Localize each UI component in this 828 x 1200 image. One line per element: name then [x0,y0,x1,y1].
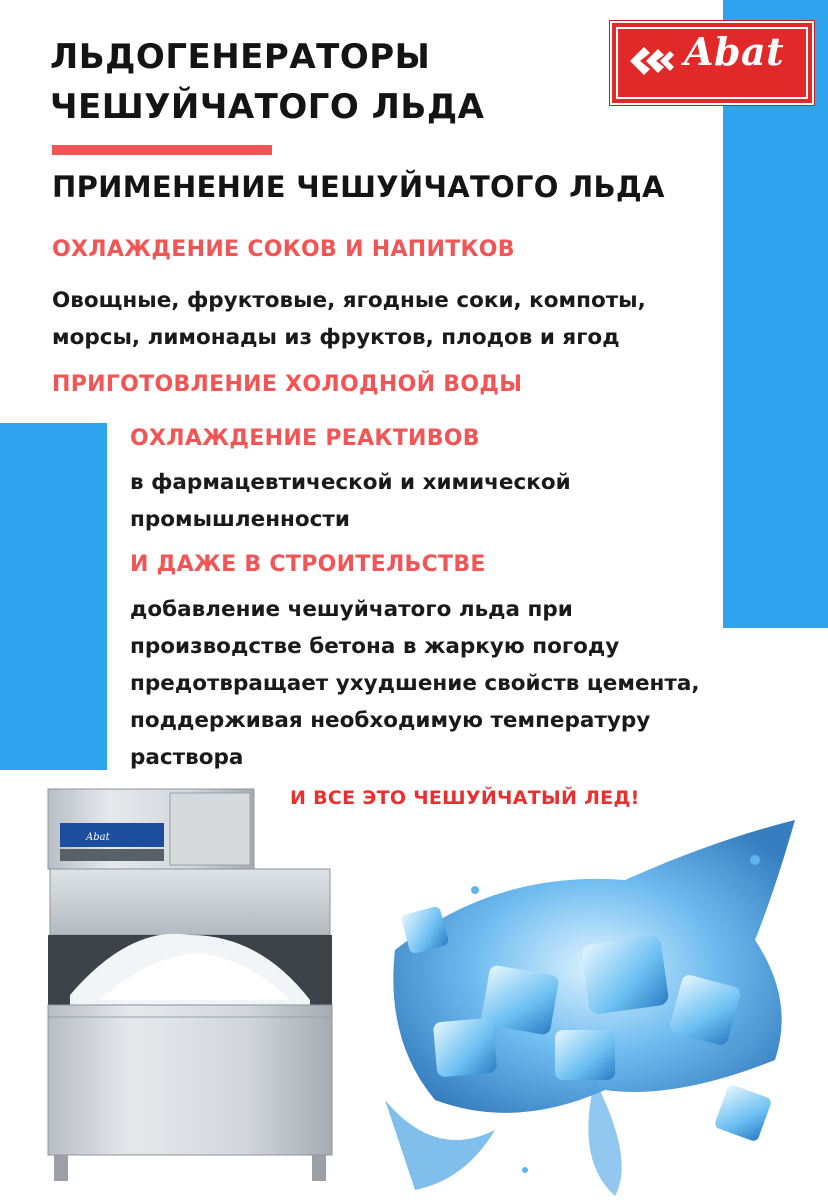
text-reagents [130,464,571,538]
heading-reagents: ОХЛАЖДЕНИЕ РЕАКТИВОВ [130,426,480,451]
logo-swirl-icon [624,39,680,83]
heading-construction: И ДАЖЕ В СТРОИТЕЛЬСТВЕ [130,552,486,577]
ice-maker-machine-image [40,785,340,1185]
text-construction [130,591,700,776]
text-line: производстве бетона в жаркую погоду [130,634,620,659]
text-line: добавление чешуйчатого льда при [130,597,573,622]
text-line: предотвращает ухудшение свойств цемента, [130,671,700,696]
heading-cold-water: ПРИГОТОВЛЕНИЕ ХОЛОДНОЙ ВОДЫ [52,372,523,397]
section-subtitle: ПРИМЕНЕНИЕ ЧЕШУЙЧАТОГО ЛЬДА [52,170,665,204]
text-juices [52,282,646,356]
ice-water-splash-image [375,800,815,1200]
abat-logo [609,20,815,106]
text-line: раствора [130,745,244,770]
text-line: морсы, лимонады из фруктов, плодов и ягод [52,325,620,350]
logo-text: Abat [684,29,785,74]
title-line-2: ЧЕШУЙЧАТОГО ЛЬДА [50,87,485,127]
closing-slogan: И ВСЕ ЭТО ЧЕШУЙЧАТЫЙ ЛЕД! [290,787,640,809]
text-line: поддерживая необходимую температуру [130,708,651,733]
text-line: промышленности [130,507,350,532]
page-title [50,32,610,132]
heading-juices: ОХЛАЖДЕНИЕ СОКОВ И НАПИТКОВ [52,237,515,262]
text-line: Овощные, фруктовые, ягодные соки, компоты, [52,288,646,313]
text-line: в фармацевтической и химической [130,470,571,495]
blue-accent-left [0,423,107,770]
machine-panel-text: Abat [86,832,110,843]
title-underline [52,145,272,155]
title-line-1: ЛЬДОГЕНЕРАТОРЫ [50,37,431,77]
